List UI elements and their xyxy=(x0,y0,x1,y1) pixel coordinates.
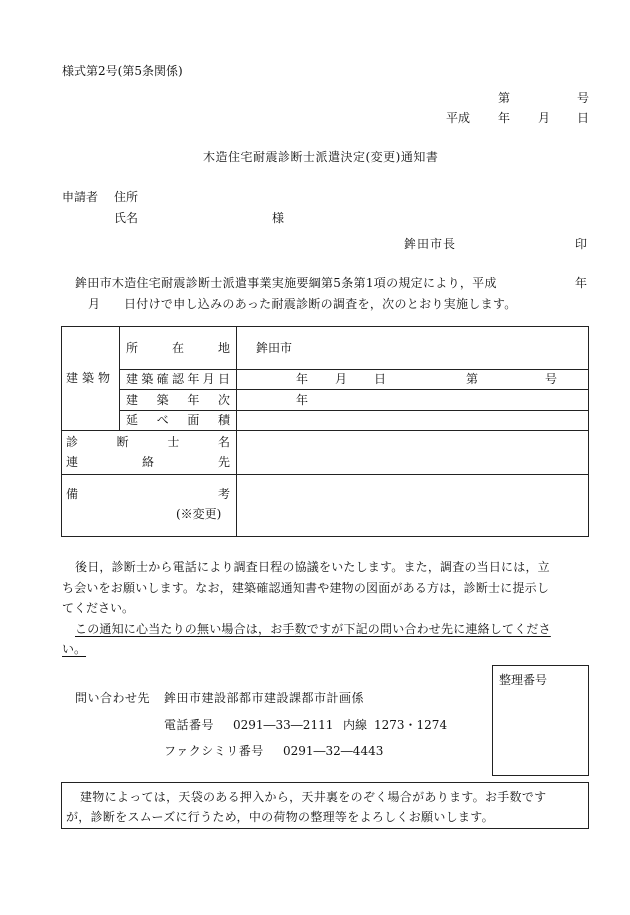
number-dai: 第 xyxy=(498,91,511,105)
number-go: 号 xyxy=(577,91,590,105)
confirm-go: 号 xyxy=(545,372,558,386)
notice-line-2: ち会いをお願いします。なお，建築確認通知書や建物の図面がある方は，診断士に提示し xyxy=(62,581,550,595)
issuer-name: 鉾田市長 xyxy=(404,237,457,251)
reference-number-label: 整理番号 xyxy=(499,673,548,687)
contact-label: 連 絡 先 xyxy=(66,455,230,469)
building-label: 建築物 xyxy=(66,371,115,385)
location-label: 所 在 地 xyxy=(126,341,230,355)
date-month: 月 xyxy=(538,111,551,125)
remarks-note: (※変更) xyxy=(176,507,222,521)
inquiry-department: 鉾田市建設部都市建設課都市計画係 xyxy=(164,691,365,705)
date-era: 平成 xyxy=(446,111,471,125)
confirm-dai: 第 xyxy=(466,372,479,386)
date-year: 年 xyxy=(498,111,511,125)
confirm-year: 年 xyxy=(296,372,309,386)
address-label: 住所 xyxy=(114,190,139,204)
issuer-seal: 印 xyxy=(575,237,588,251)
footer-note-line-2: が，診断をスムーズに行うため，中の荷物の整理等をよろしくお願いします。 xyxy=(66,810,494,824)
remarks-label: 備 考 xyxy=(66,487,230,501)
confirm-month: 月 xyxy=(335,372,348,386)
notice-line-4: この通知に心当たりの無い場合は，お手数ですが下記の問い合わせ先に連絡してくださ xyxy=(75,622,551,636)
confirm-label: 建 築 確 認 年 月 日 xyxy=(126,372,230,386)
extension-label: 内線 xyxy=(343,718,368,732)
fax-value: 0291―32―4443 xyxy=(283,744,384,758)
form-number: 様式第2号(第5条関係) xyxy=(62,64,183,78)
table-hline-1 xyxy=(119,369,589,370)
intro-line-1: 鉾田市木造住宅耐震診断士派遣事業実施要綱第5条第1項の規定により，平成 xyxy=(75,276,497,290)
date-day: 日 xyxy=(577,111,590,125)
table-hline-4 xyxy=(61,430,589,431)
extension-value: 1273・1274 xyxy=(374,718,448,732)
location-value: 鉾田市 xyxy=(256,341,293,355)
intro-line-2: 日付けで申し込みのあった耐震診断の調査を，次のとおり実施します。 xyxy=(124,297,517,311)
diagnostician-label: 診 断 士 名 xyxy=(66,435,230,449)
intro-year: 年 xyxy=(575,276,588,290)
inquiry-label: 問い合わせ先 xyxy=(75,691,151,705)
footer-note-line-1: 建物によっては，天袋のある押入から，天井裏をのぞく場合があります。お手数です xyxy=(80,790,547,804)
built-label: 建 築 年 次 xyxy=(126,393,230,407)
table-border xyxy=(61,326,589,537)
table-vline-building xyxy=(119,326,120,430)
table-hline-2 xyxy=(119,389,589,390)
table-vline-value xyxy=(236,326,237,537)
floor-label: 延 べ 面 積 xyxy=(126,413,230,427)
applicant-label: 申請者 xyxy=(62,190,99,204)
phone-label: 電話番号 xyxy=(164,718,215,732)
honorific: 様 xyxy=(272,211,285,225)
notice-line-1: 後日，診断士から電話により調査日程の協議をいたします。また，調査の当日には，立 xyxy=(75,560,550,574)
notice-line-3: てください。 xyxy=(62,601,135,615)
phone-value: 0291―33―2111 xyxy=(233,718,334,732)
notice-line-5: い。 xyxy=(62,642,87,656)
name-label: 氏名 xyxy=(114,211,139,225)
intro-month: 月 xyxy=(88,297,101,311)
confirm-day: 日 xyxy=(374,372,387,386)
table-hline-3 xyxy=(119,410,589,411)
document-title: 木造住宅耐震診断士派遣決定(変更)通知書 xyxy=(203,150,439,164)
table-hline-5 xyxy=(61,474,589,475)
fax-label: ファクシミリ番号 xyxy=(164,744,264,758)
built-year: 年 xyxy=(296,393,309,407)
